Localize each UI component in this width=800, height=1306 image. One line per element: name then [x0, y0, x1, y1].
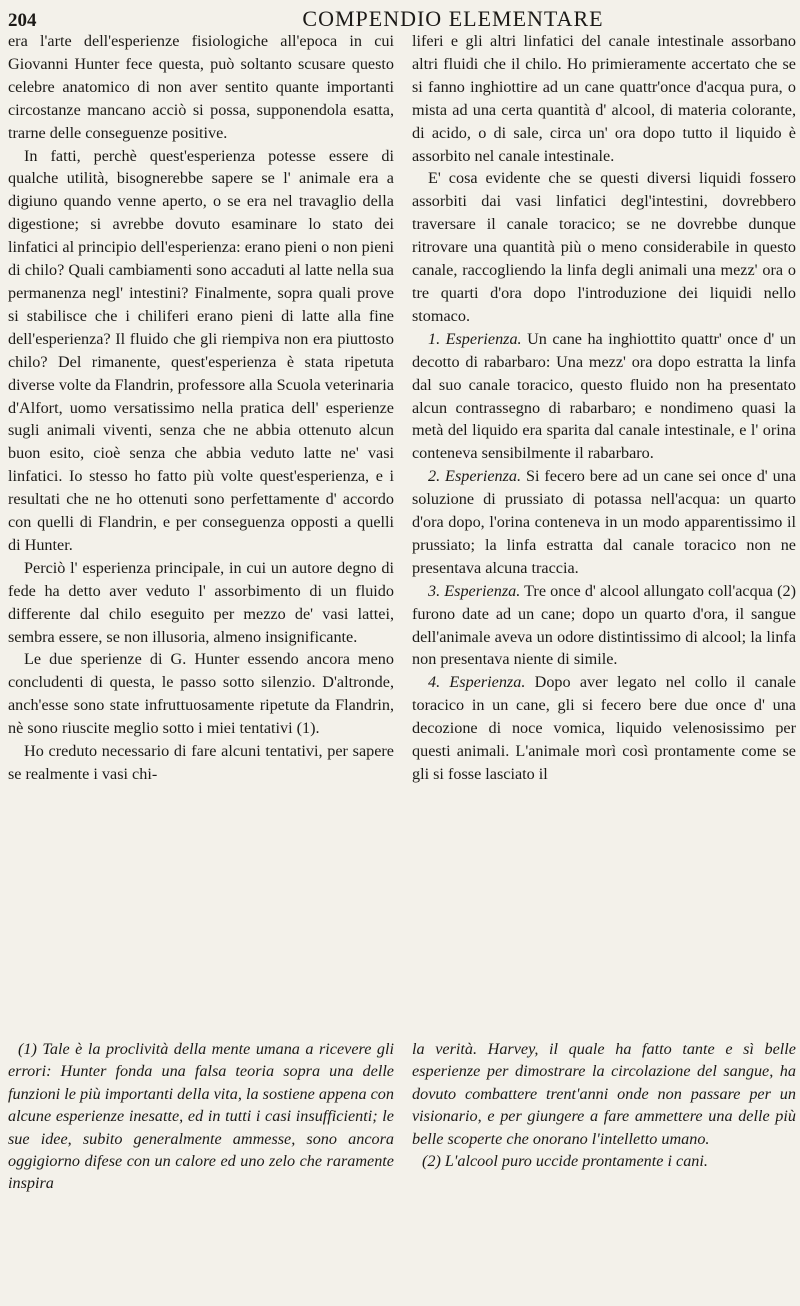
experiment-paragraph — [412, 671, 796, 786]
footnote: (2) L'alcool puro uccide prontamente i cani. — [422, 1152, 708, 1171]
experiment-label: 4. Esperienza. — [428, 673, 526, 692]
experiment-label: 1. Esperienza. — [428, 329, 522, 348]
paragraph: Ho creduto necessario di fare alcuni tentativi, per sapere se realmente i vasi chi- — [8, 742, 394, 783]
footnotes-right — [412, 1038, 796, 1172]
experiment-label: 3. Esperienza. — [428, 581, 521, 600]
experiment-text: Tre once d' alcool allungato coll'acqua (2) furono date ad un cane; dopo un quarto d'ora, il sangue dell'animale aveva un odore distintissimo di alcool; la linfa non presentava niente di simile. — [412, 581, 797, 669]
experiment-text: Un cane ha inghiottito quattr' once d' un decotto di rabarbaro: Una mezz' ora dopo estratta la linfa dal suo canale toracico, questo fluido non ha presentato alcun contrassegno di rabarbaro; e nondimeno quasi la metà del liquido era sparita dal canale intestinale, e l' orina conteneva sensibilmente il rabarbaro. — [412, 329, 797, 463]
paragraph: E' cosa evidente che se questi diversi liquidi fossero assorbiti dai vasi linfatici degl'intestini, dovrebbero traversare il canale toracico; se ne dovrebbe dunque ritrovare una quantità più o meno considerabile in questo canale, raccogliendo la linfa degli animali una mezz' ora o tre quarti d'ora dopo l'introduzione dei liquidi nello stomaco. — [412, 169, 796, 325]
footnotes-left — [8, 1038, 394, 1195]
experiment-paragraph — [412, 465, 796, 580]
experiment-paragraph — [412, 328, 796, 465]
experiment-text: Si fecero bere ad un cane sei once d' una soluzione di prussiato di potassa nell'acqua: un quarto d'ora dopo, l'orina conteneva in un modo apparentissimo il prussiato; la linfa estratta dal canale toracico non ne presentava alcuna traccia. — [412, 467, 796, 577]
paragraph: In fatti, perchè quest'esperienza potesse essere di qualche utilità, bisognerebbe sapere se l' animale era a digiuno quando venne aperto, o se era nel travaglio della digestione; si avrebbe dovuto esaminare lo stato dei linfatici al principio dell'esperienza: erano pieni o non pieni di chilo? Quali cambiamenti sono accaduti al latte nella sua permanenza negl' intestini? Finalmente, sopra quali prove si stabilisce che i chiliferi erano pieni di latte alla fine dell'esperienza? Il fluido che gli riempiva non era piuttosto chilo? Del rimanente, quest'esperienza è stata ripetuta diverse volte da Flandrin, professore alla Scuola veterinaria d'Alfort, uomo versatissimo nella pratica dell' esperienze sugli animali viventi, senza che ne abbia ottenuto alcun buon esito, cioè senza che abbia veduto latte ne' vasi linfatici. Io stesso ho fatto più volte quest'esperienza, e i resultati che ne ho ottenuti sono perfettamente d' accordo con quelli di Flandrin, e per conseguenza opposti a quelli di Hunter. — [8, 146, 394, 554]
right-text-column — [412, 30, 796, 786]
paragraph: era l'arte dell'esperienze fisiologiche all'epoca in cui Giovanni Hunter fece questa, può soltanto scusare questo celebre anatomico di non aver sentito quante importanti circostanze mancano acciò si possa, supponendola esatta, trarne delle conseguenze positive. — [8, 32, 394, 142]
paragraph: Perciò l' esperienza principale, in cui un autore degno di fede ha detto aver veduto l' assorbimento di un fluido differente dal chilo eseguito per mezzo de' vasi lattei, sembra essere, se non illusoria, almeno insignificante. — [8, 558, 394, 646]
left-text-column — [8, 30, 394, 786]
experiment-text: Dopo aver legato nel collo il canale toracico in un cane, gli si fecero bere due once d' una decozione di noce vomica, liquido velenosissimo per questi animali. L'animale morì così prontamente come se gli si fosse lasciato il — [412, 673, 796, 783]
paragraph: Le due sperienze di G. Hunter essendo ancora meno concludenti di questa, le passo sotto silenzio. D'altronde, anch'esse sono state infruttuosamente ripetute da Flandrin, nè sono riuscite meglio sotto i miei tentativi (1). — [8, 650, 394, 738]
running-head: COMPENDIO ELEMENTARE — [302, 6, 604, 31]
experiment-paragraph — [412, 580, 796, 672]
paragraph: liferi e gli altri linfatici del canale intestinale assorbano altri fluidi che il chilo. Ho primieramente accertato che se si fanno inghiottire ad un cane quattr'once d'acqua pura, o mista ad una certa quantità d' alcool, di materia colorante, di acido, o di sale, circa un' ora dopo tutto il liquido è assorbito nel canale intestinale. — [412, 32, 796, 165]
footnote: la verità. Harvey, il quale ha fatto tante e sì belle esperienze per dimostrare la circolazione del sangue, ha dovuto combattere trent'anni onde non passare per un visionario, e per giungere a fare ammettere una delle più belle scoperte che onorano l'intelletto umano. — [412, 1040, 796, 1148]
footnote: (1) Tale è la proclività della mente umana a ricevere gli errori: Hunter fonda una falsa teoria sopra una delle funzioni le più importanti della vita, la sostiene appena con alcune esperienze inesatte, ed in tutti i casi insufficienti; le sue idee, subito generalmente ammesse, sono ancora oggigiorno difese con un calore ed uno zelo che raramente inspira — [8, 1040, 394, 1193]
page-header — [8, 6, 778, 32]
experiment-label: 2. Esperienza. — [428, 467, 522, 486]
page-number: 204 — [8, 10, 37, 31]
